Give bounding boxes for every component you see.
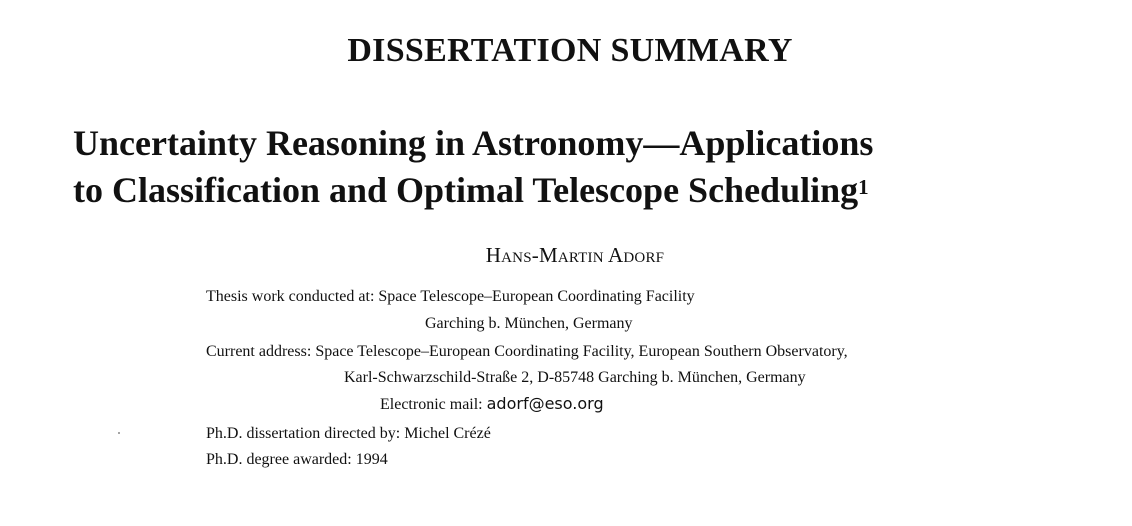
director-name: Michel Crézé xyxy=(404,425,491,442)
paper-title xyxy=(73,120,873,214)
scan-speck xyxy=(118,432,120,434)
thesis-location-row xyxy=(206,287,695,307)
email-label: Electronic mail: xyxy=(380,396,483,413)
title-line-1: Uncertainty Reasoning in Astronomy—Applications xyxy=(73,123,874,163)
title-line-2 xyxy=(73,167,873,214)
director-label: Ph.D. dissertation directed by: xyxy=(206,425,401,442)
email-row xyxy=(380,394,604,415)
degree-label: Ph.D. degree awarded: xyxy=(206,451,352,468)
degree-year: 1994 xyxy=(355,451,388,468)
section-header: DISSERTATION SUMMARY xyxy=(347,32,793,69)
footnote-marker: 1 xyxy=(858,175,869,199)
thesis-institution: Space Telescope–European Coordinating Facility xyxy=(378,288,695,305)
current-address-row xyxy=(206,342,848,362)
current-address-street: Karl-Schwarzschild-Straße 2, D-85748 Garching b. München, Germany xyxy=(344,369,806,386)
address-institution: Space Telescope–European Coordinating Facility, European Southern Observatory, xyxy=(315,343,848,360)
title-line-2-text: to Classification and Optimal Telescope Scheduling xyxy=(73,170,859,210)
degree-row xyxy=(206,450,388,470)
author-name: Hans-Martin Adorf xyxy=(485,243,665,267)
thesis-location-city: Garching b. München, Germany xyxy=(425,315,633,332)
address-label: Current address: xyxy=(206,343,312,360)
email-address: adorf@eso.org xyxy=(486,394,604,413)
director-row xyxy=(206,424,491,444)
thesis-label: Thesis work conducted at: xyxy=(206,288,375,305)
